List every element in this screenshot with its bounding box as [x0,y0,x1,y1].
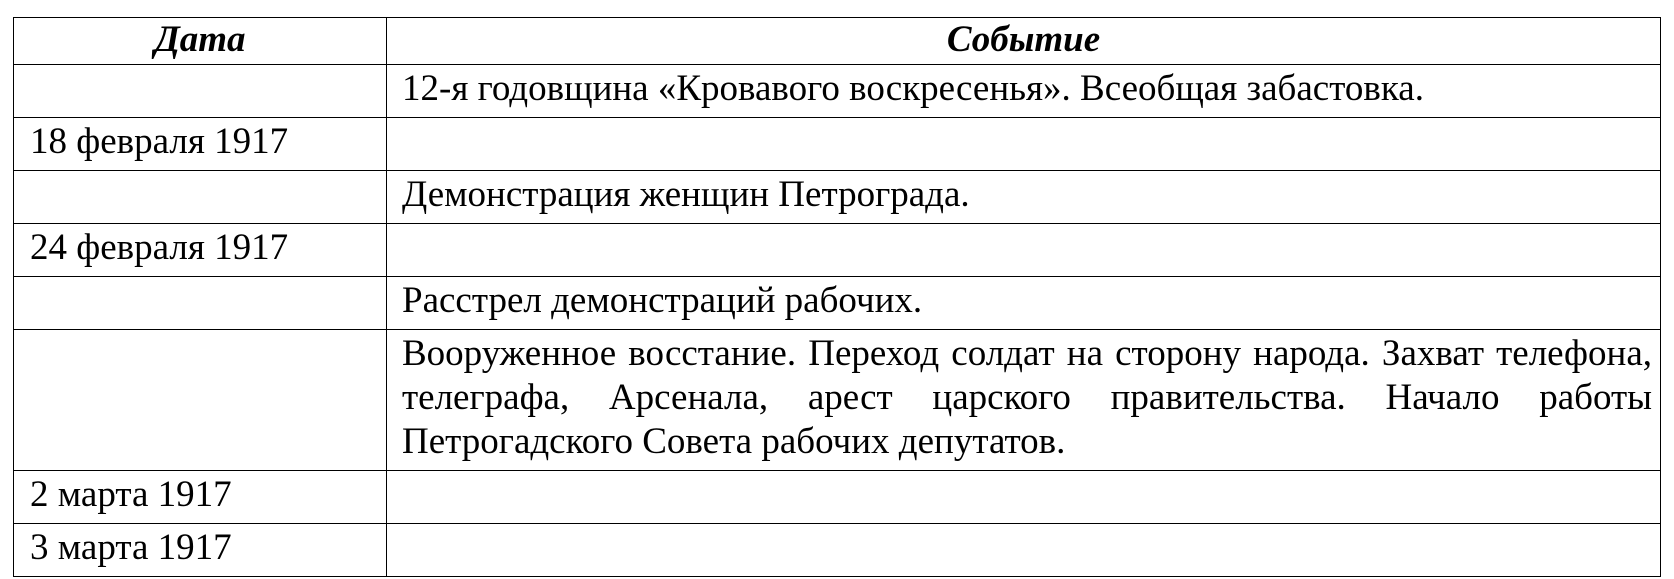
table-row [14,118,1661,171]
event-cell [387,118,1661,171]
event-cell [387,224,1661,277]
table-row [14,524,1661,577]
table-row [14,224,1661,277]
event-cell: Вооруженное восстание. Переход солдат на сторону народа. Захват телефона, телеграфа, Арсенала, арест царского правительства. Начало работы Петрогадского Совета рабочих депутатов. [387,330,1661,471]
event-cell [387,524,1661,577]
date-cell: 2 марта 1917 [14,471,387,524]
date-cell [14,65,387,118]
date-cell: 3 марта 1917 [14,524,387,577]
table-row [14,471,1661,524]
event-cell: 12-я годовщина «Кровавого воскресенья». Всеобщая забастовка. [387,65,1661,118]
events-table [13,17,1661,577]
date-cell [14,171,387,224]
header-date: Дата [14,18,387,65]
event-cell: Демонстрация женщин Петрограда. [387,171,1661,224]
table-row [14,277,1661,330]
table-header-row [14,18,1661,65]
date-cell: 18 февраля 1917 [14,118,387,171]
table-row [14,171,1661,224]
event-cell [387,471,1661,524]
header-event: Событие [387,18,1661,65]
date-cell [14,277,387,330]
table-row [14,65,1661,118]
event-cell: Расстрел демонстраций рабочих. [387,277,1661,330]
date-cell [14,330,387,471]
table-row [14,330,1661,471]
date-cell: 24 февраля 1917 [14,224,387,277]
